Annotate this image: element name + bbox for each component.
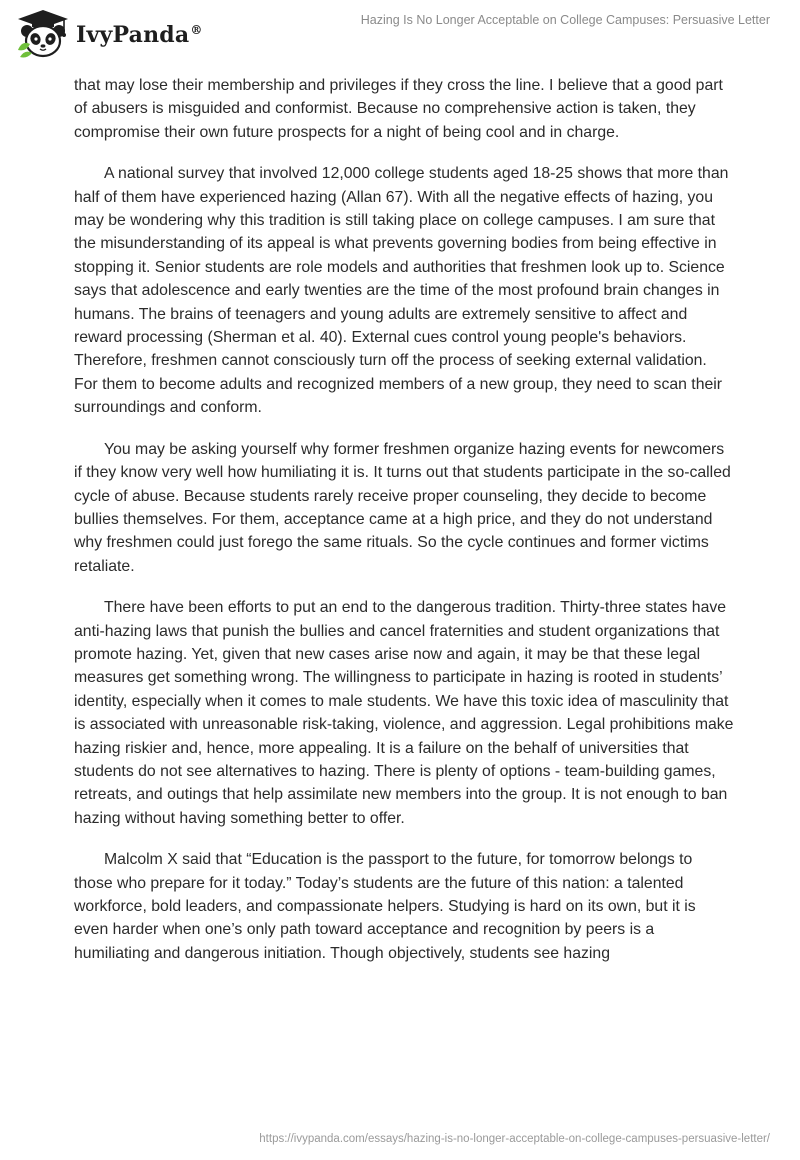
essay-paragraph: that may lose their membership and privileges if they cross the line. I believe that a good part of abusers is misguided and conformist. Because no comprehensive action is taken, they compromise their own future prospects for a night of being cool and in charge. [74,77,723,141]
source-url[interactable]: https://ivypanda.com/essays/hazing-is-no-longer-acceptable-on-college-campuses-persuasive-letter/ [259,1133,770,1145]
logo-text: IvyPanda® [76,22,203,48]
essay-paragraph: A national survey that involved 12,000 college students aged 18-25 shows that more than half of them have experienced hazing (Allan 67). With all the negative effects of hazing, you may be wondering why this tradition is still taking place on college campuses. I am sure that the misunderstanding of its appeal is what prevents governing bodies from being effective in stopping it. Senior students are role models and authorities that freshmen look up to. Science says that adolescence and early twenties are the time of the most profound brain changes in humans. The brains of teenagers and young adults are extremely sensitive to affect and reward processing (Sherman et al. 40). External cues control young people's behaviors. Therefore, freshmen cannot consciously turn off the process of seeking external validation. For them to become adults and recognized members of a new group, they need to scan their surroundings and conform. [74,165,729,417]
essay-paragraph: You may be asking yourself why former freshmen organize hazing events for newcomers if they know very well how humiliating it is. It turns out that students participate in the so-called cycle of abuse. Because students rarely receive proper counseling, they decide to become bullies themselves. For them, acceptance came at a high price, and they do not understand why freshmen could just forego the same rituals. So the cycle continues and former victims retaliate. [74,440,731,575]
essay-paragraph: Malcolm X said that “Education is the passport to the future, for tomorrow belongs to those who prepare for it today.” Today’s students are the future of this nation: a talented workforce, bold leaders, and compassionate helpers. Studying is hard on its own, but it is even harder when one’s only path toward acceptance and recognition by peers is a humiliating and dangerous initiation. Though objectively, students see hazing [74,851,696,962]
page-header [0,0,800,70]
panda-graduation-cap-icon [14,8,72,58]
document-title: Hazing Is No Longer Acceptable on College Campuses: Persuasive Letter [360,13,770,27]
essay-paragraph: There have been efforts to put an end to the dangerous tradition. Thirty-three states have anti-hazing laws that punish the bullies and cancel fraternities and student organizations that promote hazing. Yet, given that new cases arise now and again, it may be that these legal measures get something wrong. The willingness to participate in hazing is rooted in students’ identity, especially when it comes to male students. We have this toxic idea of masculinity that is associated with unreasonable risk-taking, violence, and aggression. Legal prohibitions make hazing riskier and, hence, more appealing. It is a failure on the behalf of universities that students do not see alternatives to hazing. There is plenty of options - team-building games, retreats, and outings that help assimilate new members into the group. It is not enough to ban hazing without having something better to offer. [74,599,734,827]
ivypanda-logo[interactable] [14,8,203,58]
essay-body [74,74,734,983]
